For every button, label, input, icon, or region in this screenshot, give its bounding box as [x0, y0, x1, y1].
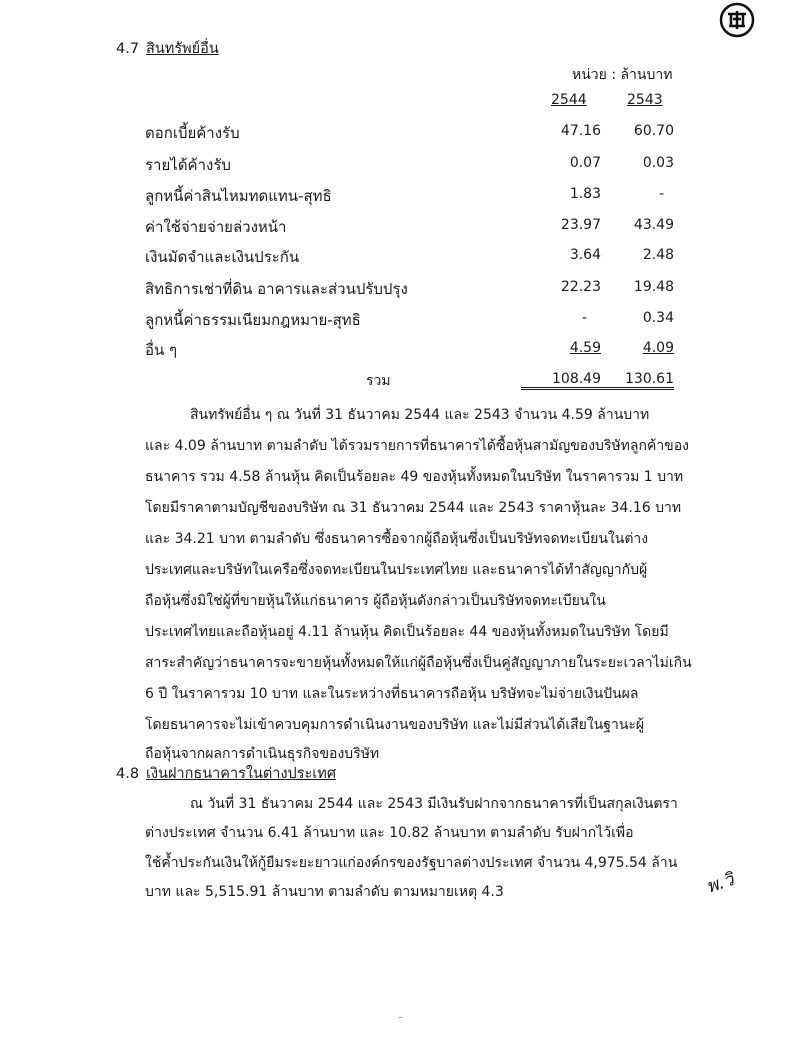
row-value-2543: 0.34 — [642, 310, 674, 326]
paragraph-line: สินทรัพย์อื่น ๆ ณ วันที่ 31 ธันวาคม 2544 และ 2543 จำนวน 4.59 ล้านบาท — [190, 407, 650, 423]
section-heading-4-7 — [116, 37, 219, 60]
row-value-2543: 2.48 — [642, 247, 674, 263]
handwritten-initials: พ.วิ — [703, 869, 737, 898]
section-title: เงินฝากธนาคารในต่างประเทศ — [146, 766, 337, 782]
year-header-2544: 2544 — [551, 92, 587, 108]
section-title: สินทรัพย์อื่น — [146, 41, 219, 57]
total-value-2544: 108.49 — [521, 371, 601, 390]
paragraph-line: ประเทศไทยและถือหุ้นอยู่ 4.11 ล้านหุ้น คิดเป็นร้อยละ 44 ของหุ้นทั้งหมดในบริษัท โดยมี — [145, 624, 669, 640]
row-value-2543: - — [658, 186, 664, 202]
row-label: อื่น ๆ — [145, 341, 178, 359]
row-label: ดอกเบี้ยค้างรับ — [145, 124, 240, 142]
paragraph-line: ถือหุ้นซึ่งมิใช่ผู้ที่ขายหุ้นให้แก่ธนาคาร ผู้ถือหุ้นดังกล่าวเป็นบริษัทจดทะเบียนใน — [145, 593, 606, 609]
paragraph-line: บาท และ 5,515.91 ล้านบาท ตามลำดับ ตามหมายเหตุ 4.3 — [145, 884, 504, 900]
row-value-2544: 47.16 — [560, 123, 601, 139]
paragraph-line: และ 34.21 บาท ตามลำดับ ซึ่งธนาคารซื้อจากผู้ถือหุ้นซึ่งเป็นบริษัทจดทะเบียนในต่าง — [145, 531, 649, 547]
row-value-2544: 3.64 — [569, 247, 601, 263]
paragraph-line: และ 4.09 ล้านบาท ตามลำดับ ได้รวมรายการที่ธนาคารได้ซื้อหุ้นสามัญของบริษัทลูกค้าของ — [145, 438, 689, 454]
row-value-2543: 4.09 — [642, 340, 674, 356]
emblem-icon — [717, 2, 757, 38]
paragraph-line: 6 ปี ในราคารวม 10 บาท และในระหว่างที่ธนาคารถือหุ้น บริษัทจะไม่จ่ายเงินปันผล — [145, 686, 639, 702]
row-label: รายได้ค้างรับ — [145, 156, 231, 174]
row-value-2543: 60.70 — [633, 123, 674, 139]
paragraph-line: โดยธนาคารจะไม่เข้าควบคุมการดำเนินงานของบริษัท และไม่มีส่วนได้เสียในฐานะผู้ — [145, 717, 645, 733]
row-label: สิทธิการเช่าที่ดิน อาคารและส่วนปรับปรุง — [145, 280, 408, 298]
paragraph-line: ประเทศและบริษัทในเครือซึ่งจดทะเบียนในประเทศไทย และธนาคารได้ทำสัญญากับผู้ — [145, 562, 648, 578]
row-value-2544: 22.23 — [560, 279, 601, 295]
page-dot: – — [398, 1012, 403, 1023]
total-label: รวม — [366, 373, 391, 389]
section-number: 4.7 — [116, 41, 140, 57]
paragraph-line: ใช้ค้ำประกันเงินให้กู้ยืมระยะยาวแก่องค์กรของรัฐบาลต่างประเทศ จำนวน 4,975.54 ล้าน — [145, 855, 678, 871]
row-value-2543: 19.48 — [633, 279, 674, 295]
paragraph-line: ต่างประเทศ จำนวน 6.41 ล้านบาท และ 10.82 ล้านบาท ตามลำดับ รับฝากไว้เพื่อ — [145, 825, 634, 841]
row-label: ลูกหนี้ค่าสินไหมทดแทน-สุทธิ — [145, 187, 332, 205]
row-value-2544: 1.83 — [569, 186, 601, 202]
paragraph-line: โดยมีราคาตามบัญชีของบริษัท ณ 31 ธันวาคม 2544 และ 2543 ราคาหุ้นละ 34.16 บาท — [145, 500, 682, 516]
row-value-2543: 43.49 — [633, 217, 674, 233]
row-label: ลูกหนี้ค่าธรรมเนียมกฎหมาย-สุทธิ — [145, 311, 361, 329]
total-value-2543: 130.61 — [594, 371, 674, 390]
row-value-2543: 0.03 — [642, 155, 674, 171]
row-value-2544: - — [581, 310, 587, 326]
row-label: เงินมัดจำและเงินประกัน — [145, 248, 300, 266]
paragraph-line: ถือหุ้นจากผลการดำเนินธุรกิจของบริษัท — [145, 746, 380, 762]
row-value-2544: 23.97 — [560, 217, 601, 233]
unit-label: หน่วย : ล้านบาท — [572, 67, 673, 83]
paragraph-line: สาระสำคัญว่าธนาคารจะขายหุ้นทั้งหมดให้แก่ผู้ถือหุ้นซึ่งเป็นคู่สัญญาภายในระยะเวลาไม่เกิน — [145, 655, 692, 671]
paragraph-line: ณ วันที่ 31 ธันวาคม 2544 และ 2543 มีเงินรับฝากจากธนาคารที่เป็นสกุลเงินตรา — [190, 796, 678, 812]
section-heading-4-8 — [116, 762, 336, 785]
row-label: ค่าใช้จ่ายจ่ายล่วงหน้า — [145, 218, 287, 236]
row-value-2544: 0.07 — [569, 155, 601, 171]
paragraph-line: ธนาคาร รวม 4.58 ล้านหุ้น คิดเป็นร้อยละ 49 ของหุ้นทั้งหมดในบริษัท ในราคารวม 1 บาท — [145, 469, 684, 485]
year-header-2543: 2543 — [627, 92, 663, 108]
row-value-2544: 4.59 — [569, 340, 601, 356]
section-number: 4.8 — [116, 766, 140, 782]
